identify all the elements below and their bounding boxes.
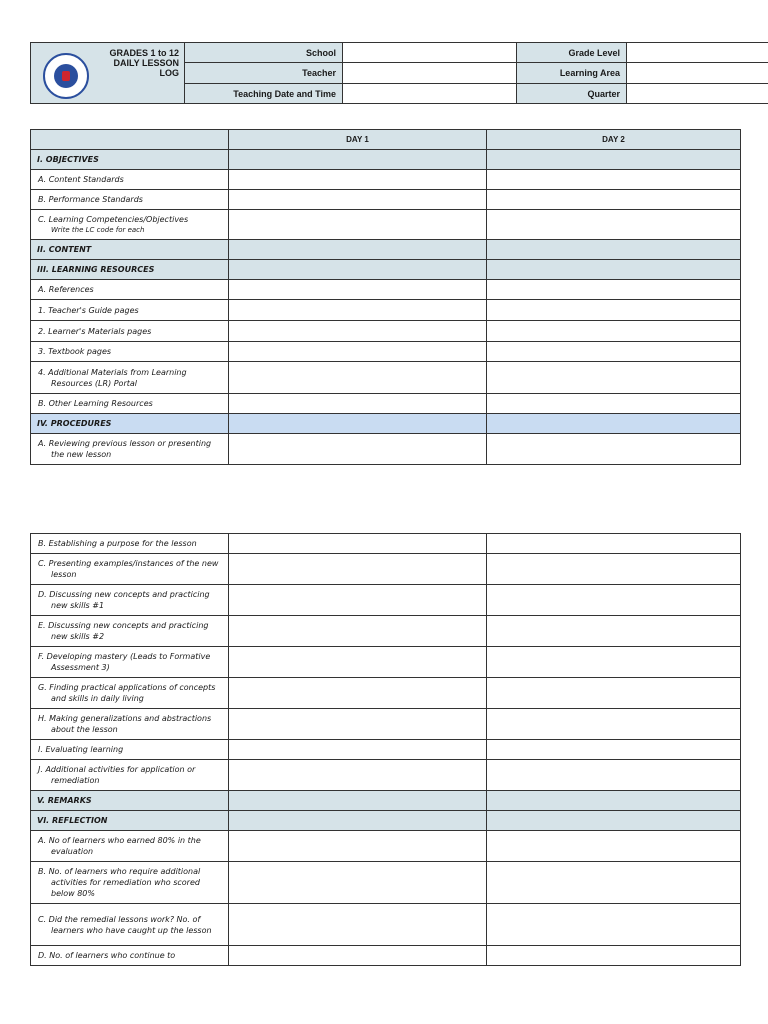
row-label xyxy=(31,709,229,740)
row-label xyxy=(31,616,229,647)
day1-cell[interactable] xyxy=(229,946,487,966)
table-row xyxy=(31,190,741,210)
row-label xyxy=(31,240,229,260)
lesson-table-page1 xyxy=(30,129,741,465)
row-label-text: I. OBJECTIVES xyxy=(37,155,99,164)
table-row xyxy=(31,534,741,554)
table-row xyxy=(31,414,741,434)
table-row xyxy=(31,362,741,394)
row-label-text: F. Developing mastery (Leads to Formative Assessment 3) xyxy=(38,652,211,672)
day1-cell[interactable] xyxy=(229,170,487,190)
header-table xyxy=(30,42,768,104)
row-label xyxy=(31,831,229,862)
table-row xyxy=(31,394,741,414)
day2-header: DAY 2 xyxy=(487,130,741,150)
row-label xyxy=(31,342,229,362)
row-label-text: B. Performance Standards xyxy=(38,195,143,204)
day2-cell[interactable] xyxy=(487,740,741,760)
row-label xyxy=(31,260,229,280)
table-row xyxy=(31,616,741,647)
day1-cell[interactable] xyxy=(229,678,487,709)
day1-cell[interactable] xyxy=(229,190,487,210)
row-label xyxy=(31,791,229,811)
row-label xyxy=(31,300,229,321)
date-time-field[interactable] xyxy=(343,84,517,104)
row-label xyxy=(31,554,229,585)
day2-cell[interactable] xyxy=(487,862,741,904)
table-row xyxy=(31,321,741,342)
day1-cell[interactable] xyxy=(229,150,487,170)
row-label xyxy=(31,190,229,210)
table-row xyxy=(31,791,741,811)
row-label-text: B. No. of learners who require additional activities for remediation who scored below 80% xyxy=(38,867,201,898)
row-label-text: IV. PROCEDURES xyxy=(37,419,112,428)
row-label-text: D. No. of learners who continue to xyxy=(38,951,176,960)
row-label-sub: Write the LC code for each xyxy=(51,225,145,234)
day2-cell[interactable] xyxy=(487,616,741,647)
day2-cell[interactable] xyxy=(487,791,741,811)
row-label-text: 3. Textbook pages xyxy=(38,347,112,356)
date-time-label: Teaching Date and Time xyxy=(185,84,343,104)
row-label-text: 1. Teacher's Guide pages xyxy=(38,305,139,315)
day1-cell[interactable] xyxy=(229,740,487,760)
table-row xyxy=(31,554,741,585)
blank-header-cell xyxy=(31,130,229,150)
learning-area-label: Learning Area xyxy=(517,63,627,84)
day2-cell[interactable] xyxy=(487,647,741,678)
table-row xyxy=(31,862,741,904)
day2-cell[interactable] xyxy=(487,210,741,240)
row-label-text: G. Finding practical applications of concepts and skills in daily living xyxy=(38,683,216,703)
table-row xyxy=(31,434,741,465)
row-label-text: A. References xyxy=(38,285,94,294)
row-label-text: A. Reviewing previous lesson or presenting the new lesson xyxy=(38,439,212,459)
title-cell xyxy=(31,43,185,104)
day1-cell[interactable] xyxy=(229,434,487,465)
row-label xyxy=(31,811,229,831)
row-label xyxy=(31,585,229,616)
table-row xyxy=(31,740,741,760)
day1-cell[interactable] xyxy=(229,210,487,240)
table-row xyxy=(31,811,741,831)
table-row xyxy=(31,300,741,321)
day2-cell[interactable] xyxy=(487,534,741,554)
table-row xyxy=(31,342,741,362)
day2-cell[interactable] xyxy=(487,300,741,321)
row-label xyxy=(31,414,229,434)
day1-cell[interactable] xyxy=(229,709,487,740)
day2-cell[interactable] xyxy=(487,170,741,190)
table-row xyxy=(31,210,741,240)
row-label xyxy=(31,280,229,300)
row-label-text: D. Discussing new concepts and practicing new skills #1 xyxy=(38,590,210,610)
day1-cell[interactable] xyxy=(229,811,487,831)
day1-cell[interactable] xyxy=(229,300,487,321)
table-row xyxy=(31,170,741,190)
grade-level-label: Grade Level xyxy=(517,43,627,63)
table-row xyxy=(31,260,741,280)
day2-cell[interactable] xyxy=(487,760,741,791)
day2-cell[interactable] xyxy=(487,414,741,434)
table-row xyxy=(31,150,741,170)
table-row xyxy=(31,946,741,966)
day1-cell[interactable] xyxy=(229,534,487,554)
day2-cell[interactable] xyxy=(487,362,741,394)
row-label-text: C. Presenting examples/instances of the new lesson xyxy=(38,559,219,579)
row-label xyxy=(31,434,229,465)
row-label xyxy=(31,740,229,760)
row-label xyxy=(31,210,229,240)
row-label-text: V. REMARKS xyxy=(37,796,92,805)
row-label-text: H. Making generalizations and abstractions about the lesson xyxy=(38,714,212,734)
day1-cell[interactable] xyxy=(229,321,487,342)
day1-cell[interactable] xyxy=(229,904,487,946)
row-label xyxy=(31,321,229,342)
grade-level-field[interactable] xyxy=(627,43,768,63)
day1-cell[interactable] xyxy=(229,862,487,904)
row-label-text: 2. Learner's Materials pages xyxy=(38,326,152,336)
day2-cell[interactable] xyxy=(487,394,741,414)
school-label: School xyxy=(185,43,343,63)
row-label xyxy=(31,678,229,709)
table-row xyxy=(31,904,741,946)
day2-cell[interactable] xyxy=(487,554,741,585)
lesson-table-page2 xyxy=(30,533,741,966)
day2-cell[interactable] xyxy=(487,150,741,170)
day1-header: DAY 1 xyxy=(229,130,487,150)
school-field[interactable] xyxy=(343,43,517,63)
day2-cell[interactable] xyxy=(487,946,741,966)
day1-cell[interactable] xyxy=(229,554,487,585)
learning-area-field[interactable] xyxy=(627,63,768,84)
row-label xyxy=(31,170,229,190)
row-label-text: III. LEARNING RESOURCES xyxy=(37,265,155,274)
day1-cell[interactable] xyxy=(229,362,487,394)
day2-cell[interactable] xyxy=(487,811,741,831)
day2-cell[interactable] xyxy=(487,260,741,280)
day2-cell[interactable] xyxy=(487,342,741,362)
day2-cell[interactable] xyxy=(487,240,741,260)
quarter-field[interactable] xyxy=(627,84,768,104)
row-label xyxy=(31,760,229,791)
row-label-text: A. No of learners who earned 80% in the evaluation xyxy=(38,836,201,856)
row-label xyxy=(31,394,229,414)
row-label xyxy=(31,647,229,678)
row-label xyxy=(31,150,229,170)
day2-cell[interactable] xyxy=(487,190,741,210)
day1-cell[interactable] xyxy=(229,616,487,647)
day1-cell[interactable] xyxy=(229,760,487,791)
table-row xyxy=(31,678,741,709)
row-label-text: VI. REFLECTION xyxy=(37,816,108,825)
day1-cell[interactable] xyxy=(229,585,487,616)
row-label-text: I. Evaluating learning xyxy=(38,745,124,754)
row-label xyxy=(31,534,229,554)
row-label-text: C. Learning Competencies/Objectives xyxy=(38,214,189,224)
teacher-label: Teacher xyxy=(185,63,343,84)
day2-cell[interactable] xyxy=(487,831,741,862)
teacher-field[interactable] xyxy=(343,63,517,84)
day1-cell[interactable] xyxy=(229,791,487,811)
row-label xyxy=(31,946,229,966)
row-label-text: B. Establishing a purpose for the lesson xyxy=(38,539,197,548)
day2-cell[interactable] xyxy=(487,678,741,709)
table-row xyxy=(31,647,741,678)
title-line2: DAILY LESSON LOG xyxy=(113,58,179,78)
day1-cell[interactable] xyxy=(229,260,487,280)
quarter-label: Quarter xyxy=(517,84,627,104)
table-row xyxy=(31,585,741,616)
table-row xyxy=(31,709,741,740)
row-label-text: 4. Additional Materials from Learning Resources (LR) Portal xyxy=(38,367,187,388)
day2-cell[interactable] xyxy=(487,434,741,465)
row-label-text: E. Discussing new concepts and practicing new skills #2 xyxy=(38,621,209,641)
day2-cell[interactable] xyxy=(487,280,741,300)
day2-cell[interactable] xyxy=(487,709,741,740)
deped-seal-icon xyxy=(43,53,89,99)
title-line1: GRADES 1 to 12 xyxy=(109,48,179,58)
day1-cell[interactable] xyxy=(229,647,487,678)
day2-cell[interactable] xyxy=(487,904,741,946)
table-row xyxy=(31,240,741,260)
day1-cell[interactable] xyxy=(229,394,487,414)
table-row xyxy=(31,831,741,862)
day1-cell[interactable] xyxy=(229,831,487,862)
row-label-text: II. CONTENT xyxy=(37,245,92,254)
day1-cell[interactable] xyxy=(229,414,487,434)
row-label xyxy=(31,362,229,394)
day2-cell[interactable] xyxy=(487,321,741,342)
day1-cell[interactable] xyxy=(229,280,487,300)
day1-cell[interactable] xyxy=(229,342,487,362)
row-label-text: J. Additional activities for application or remediation xyxy=(38,765,196,785)
day2-cell[interactable] xyxy=(487,585,741,616)
row-label-text: A. Content Standards xyxy=(38,175,124,184)
table-row xyxy=(31,280,741,300)
row-label-text: C. Did the remedial lessons work? No. of learners who have caught up the lesson xyxy=(38,914,212,935)
row-label-text: B. Other Learning Resources xyxy=(38,399,153,408)
table-row xyxy=(31,760,741,791)
day1-cell[interactable] xyxy=(229,240,487,260)
row-label xyxy=(31,862,229,904)
row-label xyxy=(31,904,229,946)
